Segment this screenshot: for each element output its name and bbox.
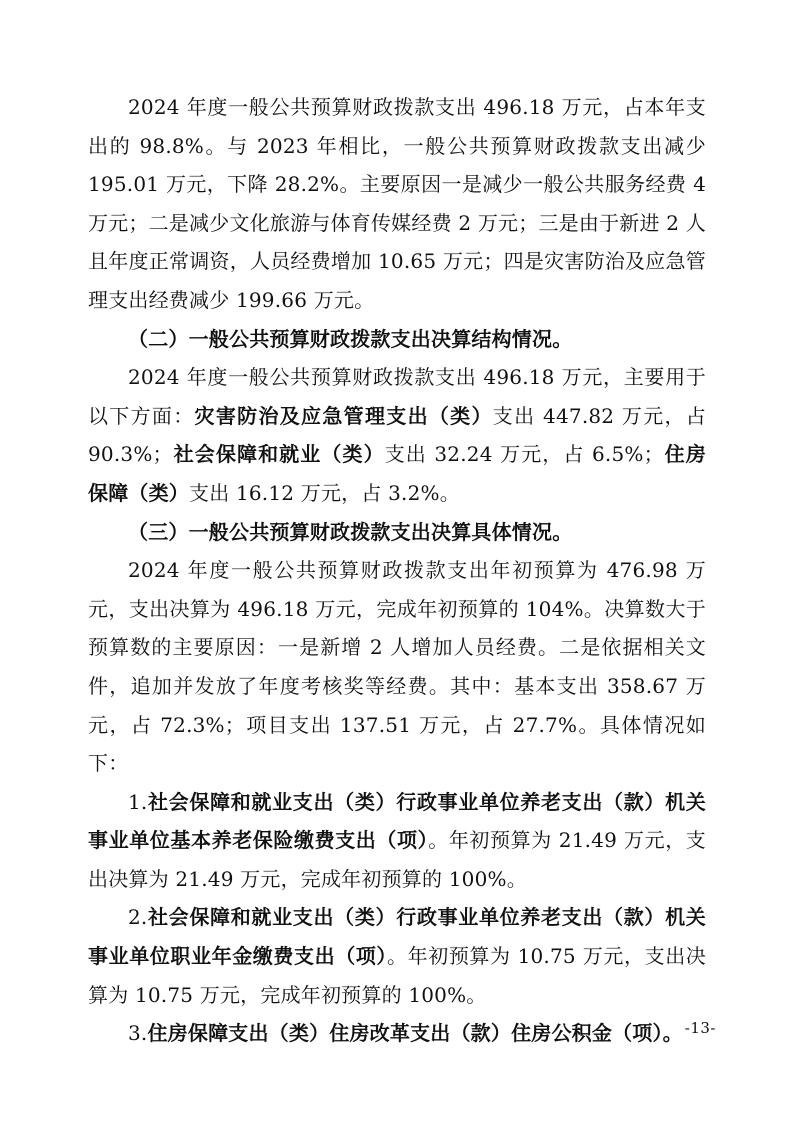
paragraph-expenditure-details: 2024 年度一般公共预算财政拨款支出年初预算为 476.98 万元，支出决算为 496.18 万元，完成年初预算的 104%。决算数大于预算数的主要原因：一是新增 2 人增加人员经费。二是依据相关文件，追加并发放了年度考核奖等经费。其中：基本支出 358.67 万元，占 72.3%；项目支出 137.51 万元，占 27.7%。具体情况如下： [88, 558, 706, 776]
document-body [88, 88, 706, 1053]
list-item-occupational-annuity [88, 898, 706, 1014]
list-item-text: 。年初预算为 21.49 万元，支出决算为 21.49 万元，完成年初预算的 100%。 [88, 828, 706, 891]
category-social-security: 社会保障和就业（类） [172, 442, 385, 467]
structure-intro: 2024 年度一般公共预算财政拨款支出 496.18 万元，主要用于以下方面： [88, 365, 706, 428]
section-heading-structure: （二）一般公共预算财政拨款支出决算结构情况。 [128, 326, 573, 351]
category-disaster-prevention: 灾害防治及应急管理支出（类） [194, 403, 493, 428]
list-item-text: 。年初预算为 10.75 万元，支出决算为 10.75 万元，完成年初预算的 100%。 [88, 944, 706, 1007]
category-social-security-value: 支出 32.24 万元，占 6.5%； [384, 442, 664, 467]
list-item-number: 2. [128, 905, 148, 930]
page-number: -13- [684, 1019, 716, 1037]
category-disaster-prevention-value: 支出 447.82 万元，占 90.3%； [88, 403, 707, 467]
paragraph-expenditure-summary: 2024 年度一般公共预算财政拨款支出 496.18 万元，占本年支出的 98.8%。与 2023 年相比，一般公共预算财政拨款支出减少 195.01 万元，下降 28.2%。主要原因一是减少一般公共服务经费 4 万元；二是减少文化旅游与体育传媒经费 2 万元；三是由于新进 2 人且年度正常调资，人员经费增加 10.65 万元；四是灾害防治及应急管理支出经费减少 199.66 万元。 [88, 95, 706, 312]
list-item-title: 社会保障和就业支出（类）行政事业单位养老支出（款）机关事业单位职业年金缴费支出（项） [88, 905, 706, 969]
category-housing-value: 支出 16.12 万元，占 3.2%。 [189, 480, 460, 505]
list-item-basic-pension [88, 783, 706, 899]
list-item-number: 1. [128, 789, 148, 814]
section-heading-details: （三）一般公共预算财政拨款支出决算具体情况。 [128, 519, 573, 544]
paragraph-expenditure-structure [88, 358, 706, 512]
list-item-title: 住房保障支出（类）住房改革支出（款）住房公积金（项）。 [147, 1021, 683, 1046]
list-item-title: 社会保障和就业支出（类）行政事业单位养老支出（款）机关事业单位基本养老保险缴费支出（项） [88, 789, 706, 853]
category-housing: 住房保障（类） [88, 442, 706, 505]
list-item-number: 3. [128, 1021, 148, 1046]
list-item-housing-fund [88, 1014, 706, 1053]
